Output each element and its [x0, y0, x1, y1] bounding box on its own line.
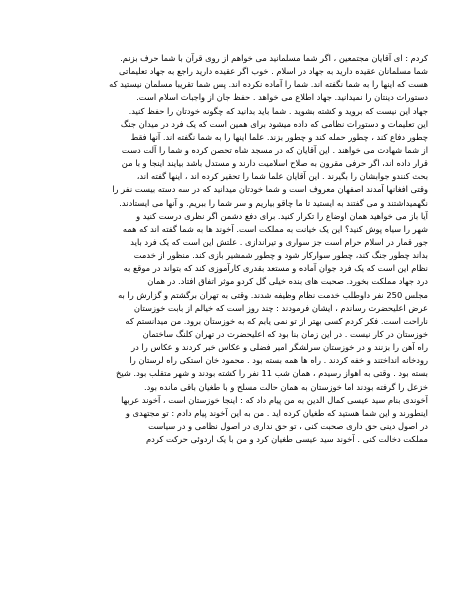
text-line-2: شما مسلمانان عقیده دارید به جهاد در اسلام . خوب اگر عقیده دارید راجع به جهاد تعلیماتی: [119, 66, 428, 77]
text-line-13: آیا باز می خواهید همان اوضاع را تکرار کنید. برای دفع دشمن اگر نظری درست کنید و: [136, 210, 428, 221]
text-line-17: نظام این است که یک فرد جوان آماده و مستعد بقدری کارآموزی کند که بتواند در موقع به: [123, 263, 428, 274]
text-line-4: دستورات دینتان را نمیدانید. جهاد اطلاع می خواهد . حفظ جان از واجبات اسلام است.: [136, 92, 428, 103]
text-line-21: ناراحت است. فکر کردم کسی بهتر از تو نمی یابم که به خوزستان برود. من میدانستم که: [125, 315, 428, 326]
body-text: [36, 52, 428, 446]
text-line-1: کردم : ای آقایان مجتمعین ، اگر شما مسلمانید می خواهم از روی قرآن با شما حرف بزنم.: [120, 53, 428, 63]
text-line-14: شهر را سیاه پوش کنید؟ این یک خیانت به مملکت است. آخوند ها به شما گفته اند که همه: [122, 223, 428, 234]
text-line-30: مملکت دخالت کنی . آخوند سید عیسی طغیان کرد و من با یک اردوئی حرکت کردم: [146, 434, 428, 445]
text-line-16: بداند چطور جنگ کند، چطور سوارکار شود و چطور شمشیر بازی کند. منظور از خدمت: [133, 250, 428, 261]
text-line-5: جهاد این نیست که بروید و کشته بشوید . شما باید بدانید که چگونه خودتان را حفظ کنید.: [128, 105, 428, 116]
text-line-27: آخوندی بنام سید عیسی کمال الدین به من پیام داد که : اینجا خوزستان است ، آخوند عربها: [121, 394, 428, 405]
text-line-25: بسته بود . وقتی به اهواز رسیدم ، همان شب 11 نفر را کشته بودند و شهر متقلب بود. شیخ: [115, 368, 428, 379]
text-line-15: جور قمار در اسلام حرام است جز سواری و تیراندازی . علتش این است که یک فرد باید: [130, 236, 428, 247]
text-line-18: درد جهاد مملکت بخورد. صحبت های بنده خیلی گل کردو موثر اتفاق افتاد. در همان: [147, 276, 428, 287]
text-line-10: بحث کنندو جوابشان را بگیرند . این آقایان علما شما را تحقیر کرده اند ، اینها گفته اند،: [136, 171, 428, 182]
text-line-24: رودخانه انداختند و خفه کردند . راه ها همه بسته بود . محمود خان استکی راه لرستان را: [129, 355, 428, 366]
text-line-3: هست که اینها را به شما نگفته اند. شما را آماده نکرده اند. پس شما تقریبا مسلمان نیستید که: [109, 79, 428, 90]
text-line-23: راه آهن را بزنند و در خوزستان سرلشگر امیر فضلی و عکاس خبر کردند و عکاس را در: [131, 342, 428, 353]
text-line-9: قرار داده اند، اگر حرفی مقرون به صلاح اسلامیت دارند و مستدل باشد بیایند اینجا و با من: [121, 158, 428, 169]
text-line-12: نگهمیداشتند و می گفتند به ایستید تا ما چاقو بیاریم و سر شما را ببریم. و آنها می ایستادند.: [119, 197, 428, 208]
text-line-8: از شما شهادت می خواهند . این آقایان که در مسجد شاه تحصن کرده و شما را آلت دست: [121, 144, 428, 155]
text-line-29: در اصول دینی حق داری صحبت کنی ، تو حق نداری در اصول نظامی و در سیاست: [148, 420, 428, 431]
text-line-28: اینطورند و این شما هستید که طغیان کرده اید . من به این آخوند پیام دادم : تو مجتهدی و: [125, 407, 428, 418]
text-line-19: مجلس 250 نفر داوطلب خدمت نظام وظیفه شدند. وقتی به تهران برگشتم و گزارش را به: [118, 289, 428, 300]
text-line-20: عرض اعلیحضرت رساندم ، ایشان فرمودند : چند روز است که خیالم از بابت خوزستان: [133, 302, 428, 313]
text-line-11: وقتی افغانها آمدند اصفهان معروف است و شما خودتان میدانید که در سه دسته بیست نفر را: [112, 184, 428, 195]
text-line-7: چطور دفاع کند ، چطور حمله کند و چطور بزند. علما اینها را به شما نگفته اند. آنها فقط: [130, 131, 428, 142]
text-line-22: خوزستان در کار نیست . در این زمان بنا بود که اعلیحضرت در تهران کلنگ ساختمان: [142, 328, 428, 339]
text-line-26: خزعل را گرفته بودند اما خوزستان به همان حالت مسلح و با طغیان باقی مانده بود.: [143, 381, 428, 392]
text-line-6: این تعلیمات و دستورات نظامی که داده میشود برای همین است که یک فرد در میدان جنگ: [120, 118, 428, 129]
